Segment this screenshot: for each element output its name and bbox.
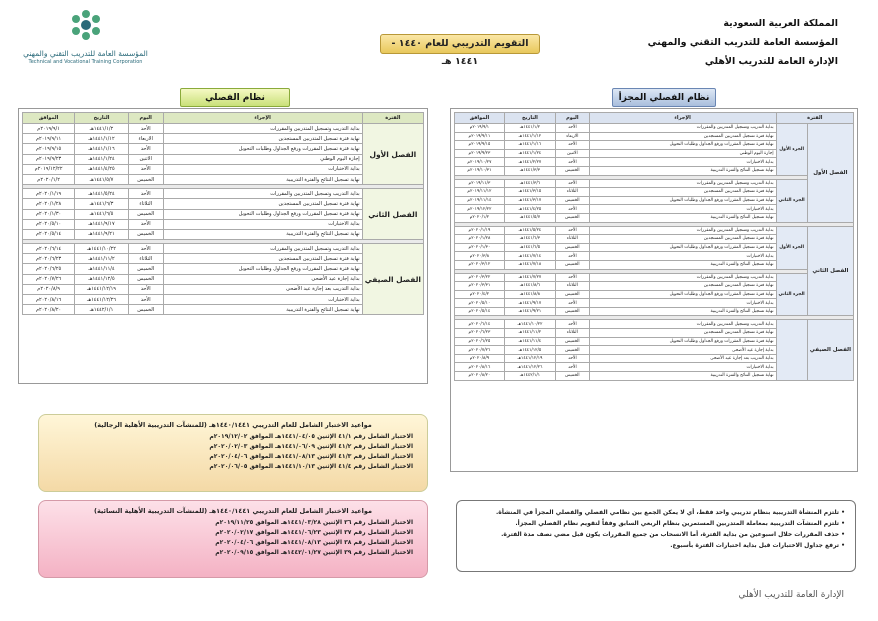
action-cell: بداية التدريب وتسجيل المتدربين والمقررات (163, 124, 362, 134)
gregorian-date-cell: ٢٠٢٠/٥/١٠م (455, 299, 505, 308)
day-cell: الخميس (128, 209, 163, 219)
semester-table (22, 112, 424, 315)
gregorian-date-cell: ٢٠٢٠/١/١٩م (455, 226, 505, 235)
table-row (455, 320, 854, 329)
period-cell: الفصل الأول (362, 124, 423, 185)
gregorian-date-cell: ٢٠٢٠/١/٢م (455, 213, 505, 222)
action-cell: نهاية فترة تسجيل المتدربين المستجدين (589, 188, 776, 197)
gregorian-date-cell: ٢٠٢٠/٧/٢٦م (455, 346, 505, 355)
action-cell: نهاية تسجيل النتائج والفترة التدريبية (163, 229, 362, 239)
hijri-date-cell: ١٤٤١/١/٢٤هـ (504, 149, 555, 158)
action-cell: نهاية تسجيل النتائج والفترة التدريبية (589, 372, 776, 381)
hijri-date-cell: ١٤٤١/٩/٢١هـ (504, 307, 555, 316)
part-cell: الجزء الثاني (776, 179, 807, 222)
action-cell: نهاية تسجيل النتائج والفترة التدريبية (163, 174, 362, 184)
table-row (455, 179, 854, 188)
day-cell: الأحد (556, 363, 590, 372)
hijri-date-cell: ١٤٤١/١١/٢هـ (504, 329, 555, 338)
action-cell: بداية الاختبارات (163, 164, 362, 174)
gregorian-date-cell: ٢٠٢٠/٥/١٠م (23, 219, 75, 229)
day-cell: الخميس (556, 260, 590, 269)
action-cell: نهاية فترة تسجيل المتدربين المستجدين (589, 329, 776, 338)
action-cell: نهاية فترة تسجيل المتدربين المستجدين (589, 282, 776, 291)
column-header: الإجراء (163, 113, 362, 124)
hijri-date-cell: ١٤٤١/٦/٣هـ (504, 235, 555, 244)
day-cell: الاثنين (556, 149, 590, 158)
hijri-date-cell: ١٤٤١/٥/٧هـ (504, 213, 555, 222)
exams-men-title: مواعيد الاختبار الشامل للعام التدريبي ١٤٤٠/١٤٤١هـ (للمنشآت التدريبية الأهلية الرجالية) (94, 421, 372, 429)
gregorian-date-cell: ٢٠١٩/١١/١٢م (455, 188, 505, 197)
period-cell: الفصل الثاني (807, 226, 853, 316)
column-header: الإجراء (589, 113, 776, 124)
hijri-date-cell: ١٤٤١/٥/٧هـ (75, 174, 129, 184)
hijri-date-cell: ١٤٤١/١/٢هـ (504, 124, 555, 133)
action-cell: بداية التدريب بعد إجازة عيد الأضحى (163, 284, 362, 294)
action-cell: إجازة اليوم الوطني (589, 149, 776, 158)
action-cell: إجازة اليوم الوطني (163, 154, 362, 164)
exam-line: الاختبار الشامل رقم ٣٨ الإثنين ١٤٤١/٠٨/١٣هـ الموافق ٢٠٢٠/٠٤/٠٦م (215, 539, 413, 546)
note-item: • تلتزم المنشآت التدريبية بمعاملة المتدربين المستمرين بنظام الربعي السابق وفقاً لتقويم نظام الفصلي المجزأ. (515, 520, 845, 527)
day-cell: الخميس (556, 166, 590, 175)
gregorian-date-cell: ٢٠١٩/١١/٣م (455, 179, 505, 188)
action-cell: نهاية فترة تسجيل المقررات ورفع الجداول وطلبات التحويل (589, 196, 776, 205)
hijri-date-cell: ١٤٤١/١/١٢هـ (504, 132, 555, 141)
hijri-date-cell: ١٤٤١/١٢/٢٦هـ (75, 295, 129, 305)
hijri-date-cell: ١٤٤١/٣/٣هـ (504, 166, 555, 175)
column-header: الفترة (776, 113, 853, 124)
action-cell: نهاية فترة تسجيل المتدربين المستجدين (163, 134, 362, 144)
action-cell: بداية الاختبارات (589, 205, 776, 214)
hijri-date-cell: ١٤٤١/١٢/١٩هـ (75, 284, 129, 294)
tvtc-emblem-icon (69, 8, 103, 42)
hijri-date-cell: ١٤٤١/٤/٢٥هـ (75, 164, 129, 174)
gregorian-date-cell: ٢٠١٩/٩/١م (455, 124, 505, 133)
day-cell: الأحد (556, 354, 590, 363)
gregorian-date-cell: ٢٠١٩/٩/١٥م (23, 144, 75, 154)
gregorian-date-cell: ٢٠١٩/١٠/٣١م (455, 166, 505, 175)
hijri-date-cell: ١٤٤٢/١/١هـ (75, 305, 129, 315)
gregorian-date-cell: ٢٠١٩/١٠/٢٧م (455, 158, 505, 167)
gregorian-date-cell: ٢٠٢٠/١/٣٠م (23, 209, 75, 219)
table-row (455, 124, 854, 133)
column-header: الفترة (362, 113, 423, 124)
day-cell: الخميس (556, 196, 590, 205)
gregorian-date-cell: ٢٠٢٠/٦/٢٣م (455, 329, 505, 338)
exam-line: الاختبار الشامل رقم ٣٦ الإثنين ١٤٤١/٠٣/٢٨هـ الموافق ٢٠١٩/١١/٢٥م (215, 519, 413, 526)
hijri-date-cell: ١٤٤١/٣/١٧هـ (504, 196, 555, 205)
action-cell: نهاية تسجيل النتائج والفترة التدريبية (163, 305, 362, 315)
period-cell: الفصل الأول (807, 124, 853, 223)
day-cell: الثلاثاء (128, 254, 163, 264)
note-text: تلتزم المنشآت التدريبية بمعاملة المتدربين المستمرين بنظام الربعي السابق وفقاً لتقويم نظام الفصلي المجزأ. (515, 520, 840, 527)
action-cell: بداية إجازة عيد الأضحى (589, 346, 776, 355)
day-cell: الخميس (556, 337, 590, 346)
note-text: ترفع جداول الاختبارات قبل بداية اختبارات الفترة بأسبوع. (670, 542, 840, 549)
hijri-date-cell: ١٤٤١/١/١٦هـ (75, 144, 129, 154)
hijri-date-cell: ١٤٤١/١/٢٤هـ (75, 154, 129, 164)
action-cell: بداية الاختبارات (589, 252, 776, 261)
part-cell (776, 320, 807, 380)
day-cell: الاثنين (128, 154, 163, 164)
notes-box (456, 500, 856, 572)
exam-line: الاختبار الشامل رقم ٤١/٣ الإثنين ١٤٤١/٠٨/١٣هـ الموافق ٢٠٢٠/٠٤/٠٦م (209, 453, 413, 460)
gregorian-date-cell: ٢٠٢٠/٨/٢٠م (455, 372, 505, 381)
note-item: • ترفع جداول الاختبارات قبل بداية اختبارات الفترة بأسبوع. (670, 542, 845, 549)
gregorian-date-cell: ٢٠٢٠/١/٣٠م (455, 243, 505, 252)
day-cell: الأحد (556, 226, 590, 235)
gregorian-date-cell: ٢٠٢٠/٨/١٦م (23, 295, 75, 305)
column-header: الموافق (23, 113, 75, 124)
hijri-date-cell: ١٤٤١/١٢/٢٦هـ (504, 363, 555, 372)
action-cell: بداية التدريب وتسجيل المتدربين والمقررات (163, 244, 362, 254)
gregorian-date-cell: ٢٠٢٠/١/٢م (23, 174, 75, 184)
gregorian-date-cell: ٢٠١٩/٩/١١م (23, 134, 75, 144)
action-cell: نهاية تسجيل النتائج والفترة التدريبية (589, 260, 776, 269)
action-cell: نهاية تسجيل النتائج والفترة التدريبية (589, 166, 776, 175)
column-header: الموافق (455, 113, 505, 124)
day-cell: الأحد (556, 205, 590, 214)
gregorian-date-cell: ٢٠١٩/١١/١٤م (455, 196, 505, 205)
table-row (23, 244, 424, 254)
day-cell: الأحد (128, 295, 163, 305)
action-cell: نهاية فترة تسجيل المقررات ورفع الجداول وطلبات التحويل (589, 243, 776, 252)
table-header-row (455, 113, 854, 124)
day-cell: الأحد (556, 158, 590, 167)
gregorian-date-cell: ٢٠٢٠/٣/٣١م (455, 282, 505, 291)
day-cell: الخميس (128, 174, 163, 184)
gregorian-date-cell: ٢٠١٩/٩/١م (23, 124, 75, 134)
hijri-date-cell: ١٤٤٢/١/١هـ (504, 372, 555, 381)
header-line: المملكة العربية السعودية (723, 18, 838, 29)
gregorian-date-cell: ٢٠٢٠/٣/٨م (455, 252, 505, 261)
action-cell: بداية الاختبارات (163, 295, 362, 305)
action-cell: بداية التدريب وتسجيل المتدربين والمقررات (589, 273, 776, 282)
gregorian-date-cell: ٢٠٢٠/٨/١٦م (455, 363, 505, 372)
gregorian-date-cell: ٢٠٢٠/٧/٢٦م (23, 274, 75, 284)
page-title: التقويم التدريبي للعام ١٤٤٠ - ١٤٤١ هـ (380, 34, 540, 54)
gregorian-date-cell: ٢٠١٩/٩/٢٣م (455, 149, 505, 158)
gregorian-date-cell: ٢٠٢٠/١/٢٨م (23, 199, 75, 209)
gregorian-date-cell: ٢٠٢٠/٦/١٤م (23, 244, 75, 254)
logo-name-en: Technical and Vocational Training Corporation (28, 59, 143, 65)
action-cell: نهاية فترة تسجيل المتدربين المستجدين (589, 235, 776, 244)
hijri-date-cell: ١٤٤١/١١/٤هـ (504, 337, 555, 346)
day-cell: الخميس (556, 213, 590, 222)
day-cell: الاربعاء (556, 132, 590, 141)
hijri-date-cell: ١٤٤١/١/١٢هـ (75, 134, 129, 144)
org-header (648, 14, 838, 71)
compact-section-title: نظام الفصلي المجزأ (612, 88, 716, 107)
hijri-date-cell: ١٤٤١/٤/٢٥هـ (504, 205, 555, 214)
action-cell: بداية التدريب وتسجيل المتدربين والمقررات (589, 124, 776, 133)
compact-table-panel (450, 108, 858, 472)
day-cell: الأحد (556, 273, 590, 282)
day-cell: الأحد (128, 244, 163, 254)
day-cell: الخميس (556, 346, 590, 355)
day-cell: الثلاثاء (556, 282, 590, 291)
action-cell: نهاية تسجيل النتائج والفترة التدريبية (589, 307, 776, 316)
gregorian-date-cell: ٢٠٢٠/٦/٢٣م (23, 254, 75, 264)
period-cell: الفصل الثاني (362, 189, 423, 240)
exam-line: الاختبار الشامل رقم ٤١/٢ الإثنين ١٤٤١/٠٦/٠٩هـ الموافق ٢٠٢٠/٠٢/٠٣م (209, 443, 413, 450)
day-cell: الخميس (128, 305, 163, 315)
action-cell: بداية الاختبارات (589, 158, 776, 167)
day-cell: الخميس (128, 264, 163, 274)
hijri-date-cell: ١٤٤١/٣/١٥هـ (504, 188, 555, 197)
day-cell: الخميس (128, 229, 163, 239)
gregorian-date-cell: ٢٠١٩/٩/١٥م (455, 141, 505, 150)
action-cell: بداية التدريب وتسجيل المتدربين والمقررات (163, 189, 362, 199)
hijri-date-cell: ١٤٤١/٧/١٤هـ (504, 252, 555, 261)
day-cell: الأحد (556, 141, 590, 150)
hijri-date-cell: ١٤٤١/٢/٢٧هـ (504, 158, 555, 167)
hijri-date-cell: ١٤٤١/٦/٥هـ (504, 243, 555, 252)
exam-line: الاختبار الشامل رقم ٤١/١ الإثنين ١٤٤١/٠٤/٠٥هـ الموافق ٢٠١٩/١٢/٠٢م (209, 433, 413, 440)
hijri-date-cell: ١٤٤١/١/٢هـ (75, 124, 129, 134)
action-cell: بداية الاختبارات (589, 299, 776, 308)
column-header: التاريخ (504, 113, 555, 124)
day-cell: الأحد (128, 164, 163, 174)
note-text: حذف المقررات خلال اسبوعين من بداية الفترة، أما الانسحاب من جميع المقررات يكون قبل مضي نصف مدة الفترة. (501, 531, 840, 538)
semester-table-panel (18, 108, 428, 384)
action-cell: نهاية فترة تسجيل المقررات ورفع الجداول وطلبات التحويل (163, 264, 362, 274)
action-cell: نهاية فترة تسجيل المقررات ورفع الجداول وطلبات التحويل (589, 141, 776, 150)
hijri-date-cell: ١٤٤١/٨/٦هـ (504, 282, 555, 291)
day-cell: الأحد (556, 299, 590, 308)
table-header-row (23, 113, 424, 124)
exam-line: الاختبار الشامل رقم ٤١/٤ الإثنين ١٤٤١/١٠/١٣هـ الموافق ٢٠٢٠/٠٦/٠٥م (209, 463, 413, 470)
hijri-date-cell: ١٤٤١/٥/٢٤هـ (504, 226, 555, 235)
day-cell: الأحد (556, 320, 590, 329)
gregorian-date-cell: ٢٠٢٠/١/١٩م (23, 189, 75, 199)
action-cell: بداية إجازة عيد الأضحى (163, 274, 362, 284)
day-cell: الأحد (128, 124, 163, 134)
hijri-date-cell: ١٤٤١/١٢/٥هـ (75, 274, 129, 284)
gregorian-date-cell: ٢٠٢٠/٣/١٢م (455, 260, 505, 269)
part-cell: الجزء الأول (776, 124, 807, 176)
gregorian-date-cell: ٢٠١٩/١٢/٢٢م (455, 205, 505, 214)
day-cell: الأحد (556, 179, 590, 188)
day-cell: الأحد (128, 284, 163, 294)
day-cell: الخميس (128, 274, 163, 284)
day-cell: الثلاثاء (556, 235, 590, 244)
table-row (23, 124, 424, 134)
gregorian-date-cell: ٢٠٢٠/٦/١٤م (455, 320, 505, 329)
logo-name-ar: المؤسسة العامة للتدريب التقني والمهني (23, 49, 148, 58)
action-cell: بداية الاختبارات (163, 219, 362, 229)
gregorian-date-cell: ٢٠١٩/٩/١١م (455, 132, 505, 141)
note-text: تلتزم المنشأة التدريبية بنظام تدريبي واحد فقط، أي لا يمكن الجمع بين نظامي الفصلي والفصلي المجزأ في المنشأة. (496, 509, 840, 516)
gregorian-date-cell: ٢٠٢٠/٥/١٤م (455, 307, 505, 316)
hijri-date-cell: ١٤٤١/٦/٥هـ (75, 209, 129, 219)
note-item: • حذف المقررات خلال اسبوعين من بداية الفترة، أما الانسحاب من جميع المقررات يكون قبل مضي نصف مدة الفترة. (501, 531, 845, 538)
day-cell: الأحد (128, 189, 163, 199)
hijri-date-cell: ١٤٤١/١١/٢هـ (75, 254, 129, 264)
hijri-date-cell: ١٤٤١/١/١٦هـ (504, 141, 555, 150)
day-cell: الثلاثاء (556, 188, 590, 197)
action-cell: بداية التدريب وتسجيل المتدربين والمقررات (589, 320, 776, 329)
compact-table (454, 112, 854, 381)
note-item: • تلتزم المنشأة التدريبية بنظام تدريبي واحد فقط، أي لا يمكن الجمع بين نظامي الفصلي والفصلي المجزأ في المنشأة. (496, 509, 845, 516)
hijri-date-cell: ١٤٤١/٩/١٧هـ (75, 219, 129, 229)
day-cell: الأحد (128, 144, 163, 154)
gregorian-date-cell: ٢٠٢٠/٨/٢٠م (23, 305, 75, 315)
part-cell: الجزء الثاني (776, 273, 807, 316)
semester-section-title: نظام الفصلي (180, 88, 290, 107)
day-cell: الخميس (556, 290, 590, 299)
hijri-date-cell: ١٤٤١/١٢/١٩هـ (504, 354, 555, 363)
day-cell: الخميس (556, 307, 590, 316)
action-cell: بداية التدريب بعد إجازة عيد الأضحى (589, 354, 776, 363)
gregorian-date-cell: ٢٠٢٠/٤/٢م (455, 290, 505, 299)
day-cell: الأحد (556, 124, 590, 133)
gregorian-date-cell: ٢٠٢٠/٨/٩م (455, 354, 505, 363)
action-cell: نهاية فترة تسجيل المقررات ورفع الجداول وطلبات التحويل (163, 144, 362, 154)
column-header: اليوم (556, 113, 590, 124)
hijri-date-cell: ١٤٤١/١٢/٥هـ (504, 346, 555, 355)
action-cell: نهاية فترة تسجيل المتدربين المستجدين (163, 254, 362, 264)
action-cell: نهاية تسجيل النتائج والفترة التدريبية (589, 213, 776, 222)
hijri-date-cell: ١٤٤١/١٠/٢٢هـ (75, 244, 129, 254)
period-cell: الفصل الصيفي (807, 320, 853, 380)
exams-women-box (38, 500, 428, 578)
table-row (455, 226, 854, 235)
hijri-date-cell: ١٤٤١/٧/١٨هـ (504, 260, 555, 269)
hijri-date-cell: ١٤٤١/٧/٢٧هـ (504, 273, 555, 282)
part-cell: الجزء الأول (776, 226, 807, 269)
action-cell: نهاية فترة تسجيل المقررات ورفع الجداول وطلبات التحويل (589, 337, 776, 346)
action-cell: بداية التدريب وتسجيل المتدربين والمقررات (589, 179, 776, 188)
table-row (455, 273, 854, 282)
hijri-date-cell: ١٤٤١/١٠/٢٢هـ (504, 320, 555, 329)
tvtc-logo (18, 8, 153, 65)
period-cell: الفصل الصيفي (362, 244, 423, 315)
day-cell: الأحد (556, 252, 590, 261)
day-cell: الخميس (556, 243, 590, 252)
day-cell: الخميس (556, 372, 590, 381)
header-line: المؤسسة العامة للتدريب التقني والمهني (647, 37, 838, 48)
day-cell: الثلاثاء (128, 199, 163, 209)
exams-men-box (38, 414, 428, 492)
day-cell: الثلاثاء (556, 329, 590, 338)
hijri-date-cell: ١٤٤١/٩/١٧هـ (504, 299, 555, 308)
gregorian-date-cell: ٢٠١٩/٩/٢٣م (23, 154, 75, 164)
gregorian-date-cell: ٢٠٢٠/٦/٢٥م (455, 337, 505, 346)
gregorian-date-cell: ٢٠٢٠/٦/٢٥م (23, 264, 75, 274)
hijri-date-cell: ١٤٤١/٥/٢٤هـ (75, 189, 129, 199)
hijri-date-cell: ١٤٤١/٦/٣هـ (75, 199, 129, 209)
gregorian-date-cell: ٢٠٢٠/٣/٢٢م (455, 273, 505, 282)
gregorian-date-cell: ٢٠٢٠/١/٢٨م (455, 235, 505, 244)
day-cell: الاربعاء (128, 134, 163, 144)
column-header: التاريخ (75, 113, 129, 124)
hijri-date-cell: ١٤٤١/٩/٢١هـ (75, 229, 129, 239)
action-cell: بداية الاختبارات (589, 363, 776, 372)
header-line: الإدارة العامة للتدريب الأهلي (704, 56, 838, 67)
column-header: اليوم (128, 113, 163, 124)
hijri-date-cell: ١٤٤١/١١/٤هـ (75, 264, 129, 274)
action-cell: بداية التدريب وتسجيل المتدربين والمقررات (589, 226, 776, 235)
gregorian-date-cell: ٢٠٢٠/٨/٩م (23, 284, 75, 294)
action-cell: نهاية فترة تسجيل المقررات ورفع الجداول وطلبات التحويل (163, 209, 362, 219)
action-cell: نهاية فترة تسجيل المتدربين المستجدين (163, 199, 362, 209)
table-row (23, 189, 424, 199)
footer-dept: الإدارة العامة للتدريب الأهلي (738, 590, 844, 600)
exam-line: الاختبار الشامل رقم ٣٧ الإثنين ١٤٤١/٠٦/٢٣هـ الموافق ٢٠٢٠/٠٢/١٧م (215, 529, 413, 536)
exams-women-title: مواعيد الاختبار الشامل للعام التدريبي ١٤٤٠/١٤٤١هـ (للمنشآت التدريبية الأهلية النسائية) (93, 507, 373, 515)
action-cell: نهاية فترة تسجيل المتدربين المستجدين (589, 132, 776, 141)
gregorian-date-cell: ٢٠١٩/١٢/٢٢م (23, 164, 75, 174)
action-cell: نهاية فترة تسجيل المقررات ورفع الجداول وطلبات التحويل (589, 290, 776, 299)
hijri-date-cell: ١٤٤١/٣/٦هـ (504, 179, 555, 188)
day-cell: الأحد (128, 219, 163, 229)
gregorian-date-cell: ٢٠٢٠/٥/١٤م (23, 229, 75, 239)
hijri-date-cell: ١٤٤١/٨/٨هـ (504, 290, 555, 299)
exam-line: الاختبار الشامل رقم ٣٩ الإثنين ١٤٤٢/٠١/٢٧هـ الموافق ٢٠٢٠/٠٩/١٥م (215, 549, 413, 556)
